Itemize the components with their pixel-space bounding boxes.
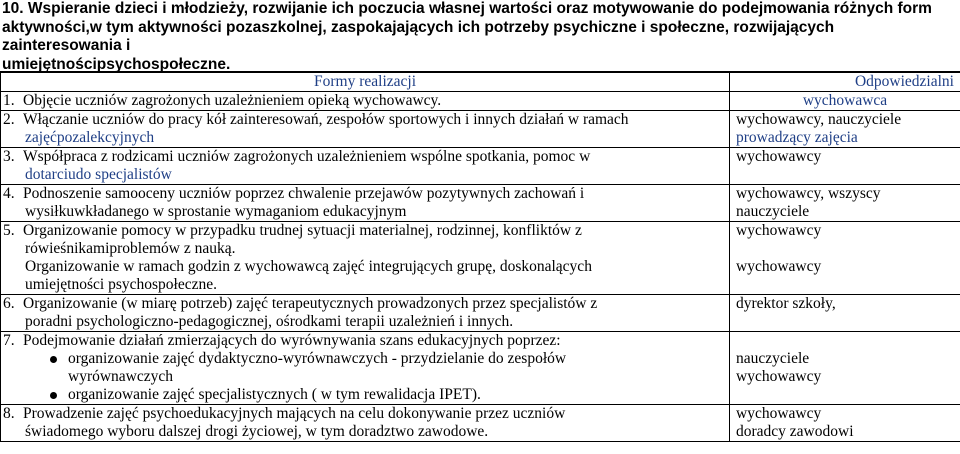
row-responsible-cell	[730, 332, 960, 405]
row-text: świadomego wyboru dalszej drogi życiowej, w tym doradztwo zawodowe.	[25, 423, 489, 440]
row-text: Włączanie uczniów do pracy kół zainteresowań, zespołów sportowych i innych działań w ramach	[23, 111, 629, 128]
row-text: umiejętności psychospołeczne.	[25, 276, 217, 293]
row-text: Organizowanie (w miarę potrzeb) zajęć terapeutycznych prowadzonych przez specjalistów z	[23, 295, 598, 312]
header-responsible: Odpowiedzialni	[730, 72, 960, 92]
row-forms-cell	[1, 148, 730, 185]
row-forms-cell	[1, 332, 730, 405]
row-forms-cell	[1, 111, 730, 148]
heading-line-2: aktywności,w tym aktywności pozaszkolnej, zaspokajających ich potrzeby psychiczne i społeczne, rozwijających zainteresowania i	[2, 18, 835, 54]
bullet-list	[3, 350, 727, 404]
list-item	[3, 350, 727, 386]
row-number: 3.	[3, 148, 15, 165]
row-number: 6.	[3, 295, 15, 312]
row-number: 2.	[3, 111, 15, 128]
row-forms-cell	[1, 295, 730, 332]
heading-line-3: umiejętnościpsychospołeczne.	[2, 55, 231, 73]
row-responsible-cell	[730, 92, 960, 111]
row-forms-cell	[1, 92, 730, 111]
row-responsible: wychowawcy, wszyscy	[736, 185, 881, 202]
row-responsible-cell	[730, 295, 960, 332]
list-item-text: organizowanie zajęć dydaktyczno-wyrównawczych - przydzielanie do zespołów	[68, 350, 567, 367]
row-responsible: wychowawcy	[736, 405, 822, 422]
row-responsible-cell	[730, 405, 960, 442]
row-text: Prowadzenie zajęć psychoedukacyjnych mających na celu dokonywanie przez uczniów	[23, 405, 566, 422]
row-text: poradni psychologiczno-pedagogicznej, ośrodkami terapii uzależnień i innych.	[25, 313, 514, 330]
row-responsible-spacer	[736, 240, 958, 258]
row-responsible: doradcy zawodowi	[736, 423, 854, 440]
header-forms: Formy realizacji	[1, 72, 730, 92]
row-responsible: dyrektor szkoły,	[736, 295, 836, 312]
list-item-text: organizowanie zajęć specjalistycznych ( w tym rewalidacja IPET).	[68, 386, 481, 403]
row-responsible: wychowawcy	[736, 368, 822, 385]
table-row	[1, 332, 960, 405]
row-number: 5.	[3, 222, 15, 239]
row-number: 1.	[3, 92, 15, 109]
section-heading	[2, 0, 954, 74]
table-header-row	[1, 72, 960, 92]
bullet-icon	[50, 392, 57, 399]
table-row	[1, 405, 960, 442]
row-forms-cell	[1, 185, 730, 222]
row-text: Objęcie uczniów zagrożonych uzależnieniem opieką wychowawcy.	[23, 92, 442, 109]
bullet-icon	[50, 356, 57, 363]
measures-table	[0, 71, 960, 442]
row-responsible: nauczyciele	[736, 203, 810, 220]
row-text: wysiłkuwkładanego w sprostanie wymaganiom edukacyjnym	[25, 203, 407, 220]
row-text: Organizowanie w ramach godzin z wychowawcą zajęć integrujących grupę, doskonalących	[25, 258, 592, 275]
row-text: dotarciudo specjalistów	[25, 166, 172, 183]
row-text: Współpraca z rodzicami uczniów zagrożonych uzależnieniem wspólne spotkania, pomoc w	[23, 148, 591, 165]
table-row	[1, 295, 960, 332]
row-text: Podejmowanie działań zmierzających do wyrównywania szans edukacyjnych poprzez:	[23, 332, 561, 349]
row-text: Organizowanie pomocy w przypadku trudnej sytuacji materialnej, rodzinnej, konfliktów z	[23, 222, 582, 239]
row-responsible: prowadzący zajęcia	[736, 129, 858, 146]
row-number: 7.	[3, 332, 15, 349]
row-responsible-spacer	[736, 332, 958, 350]
row-responsible: wychowawca	[802, 92, 888, 109]
row-number: 8.	[3, 405, 15, 422]
list-item	[3, 386, 727, 404]
row-responsible: wychowawcy	[736, 258, 822, 275]
row-number: 4.	[3, 185, 15, 202]
row-responsible-cell	[730, 185, 960, 222]
table-row	[1, 185, 960, 222]
row-responsible-cell	[730, 111, 960, 148]
row-text: rówieśnikamiproblemów z nauką.	[25, 240, 236, 257]
row-responsible-cell	[730, 148, 960, 185]
table-row	[1, 111, 960, 148]
row-responsible: wychowawcy	[736, 148, 822, 165]
heading-line-1: 10. Wspieranie dzieci i młodzieży, rozwijanie ich poczucia własnej wartości oraz motywowanie do podejmowania różnych form	[2, 0, 932, 17]
row-text: Podnoszenie samooceny uczniów poprzez chwalenie przejawów pozytywnych zachowań i	[23, 185, 585, 202]
row-forms-cell	[1, 405, 730, 442]
row-responsible: nauczyciele	[736, 350, 810, 367]
row-responsible: wychowawcy	[736, 222, 822, 239]
table-row	[1, 92, 960, 111]
row-responsible: wychowawcy, nauczyciele	[736, 111, 902, 128]
row-forms-cell	[1, 222, 730, 295]
table-row	[1, 222, 960, 295]
table-row	[1, 148, 960, 185]
row-text: zajęćpozalekcyjnych	[25, 129, 155, 146]
row-responsible-cell	[730, 222, 960, 295]
list-item-text: wyrównawczych	[68, 368, 174, 385]
